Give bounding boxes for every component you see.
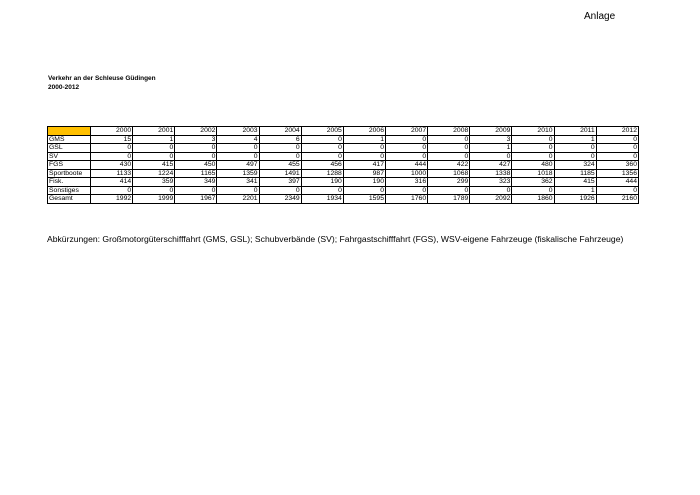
value-cell: 0 — [217, 152, 259, 161]
document-title — [48, 75, 156, 92]
abbreviations-note: Abkürzungen: Großmotorgüterschifffahrt (GMS, GSL); Schubverbände (SV); Fahrgastschifffahrt (FGS), WSV-eigene Fahrzeuge (fiskalische Fahrzeuge) — [47, 234, 624, 244]
value-cell: 0 — [133, 152, 175, 161]
value-cell: 0 — [470, 152, 512, 161]
value-cell: 2349 — [259, 195, 301, 204]
value-cell: 450 — [175, 161, 217, 170]
year-header-cell: 2004 — [259, 127, 301, 136]
value-cell: 349 — [175, 178, 217, 187]
year-header-cell: 2008 — [428, 127, 470, 136]
value-cell: 1 — [470, 144, 512, 153]
value-cell: 415 — [554, 178, 596, 187]
table-row — [48, 186, 639, 195]
value-cell: 0 — [259, 152, 301, 161]
value-cell: 1 — [133, 135, 175, 144]
value-cell: 0 — [259, 186, 301, 195]
value-cell: 987 — [343, 169, 385, 178]
value-cell: 0 — [512, 152, 554, 161]
value-cell: 0 — [596, 152, 638, 161]
value-cell: 0 — [554, 152, 596, 161]
row-label: Sonstiges — [48, 186, 91, 195]
year-header-cell: 2000 — [91, 127, 133, 136]
value-cell: 414 — [91, 178, 133, 187]
table-row — [48, 144, 639, 153]
value-cell: 1967 — [175, 195, 217, 204]
value-cell: 0 — [343, 144, 385, 153]
value-cell: 1224 — [133, 169, 175, 178]
value-cell: 1338 — [470, 169, 512, 178]
value-cell: 0 — [596, 144, 638, 153]
value-cell: 417 — [343, 161, 385, 170]
value-cell: 0 — [428, 152, 470, 161]
table-header-row — [48, 127, 639, 136]
value-cell: 444 — [385, 161, 427, 170]
value-cell: 0 — [596, 135, 638, 144]
value-cell: 1992 — [91, 195, 133, 204]
value-cell: 1 — [554, 186, 596, 195]
value-cell: 1068 — [428, 169, 470, 178]
value-cell: 0 — [91, 186, 133, 195]
value-cell: 0 — [217, 186, 259, 195]
value-cell: 2201 — [217, 195, 259, 204]
value-cell: 0 — [428, 135, 470, 144]
value-cell: 455 — [259, 161, 301, 170]
value-cell: 0 — [91, 144, 133, 153]
value-cell: 1165 — [175, 169, 217, 178]
value-cell: 456 — [301, 161, 343, 170]
value-cell: 0 — [343, 186, 385, 195]
value-cell: 0 — [512, 135, 554, 144]
title-line-2: 2000-2012 — [48, 83, 80, 91]
value-cell: 190 — [343, 178, 385, 187]
table-body — [48, 135, 639, 203]
table-row — [48, 161, 639, 170]
value-cell: 0 — [428, 144, 470, 153]
value-cell: 316 — [385, 178, 427, 187]
value-cell: 415 — [133, 161, 175, 170]
table-row — [48, 135, 639, 144]
value-cell: 1185 — [554, 169, 596, 178]
value-cell: 1018 — [512, 169, 554, 178]
value-cell: 0 — [343, 152, 385, 161]
value-cell: 1356 — [596, 169, 638, 178]
value-cell: 0 — [301, 144, 343, 153]
value-cell: 0 — [91, 152, 133, 161]
value-cell: 480 — [512, 161, 554, 170]
value-cell: 4 — [217, 135, 259, 144]
table-row — [48, 152, 639, 161]
value-cell: 497 — [217, 161, 259, 170]
value-cell: 0 — [385, 152, 427, 161]
value-cell: 0 — [175, 186, 217, 195]
value-cell: 422 — [428, 161, 470, 170]
value-cell: 1760 — [385, 195, 427, 204]
value-cell: 323 — [470, 178, 512, 187]
value-cell: 0 — [217, 144, 259, 153]
value-cell: 0 — [175, 144, 217, 153]
year-header-cell: 2005 — [301, 127, 343, 136]
value-cell: 0 — [259, 144, 301, 153]
year-header-cell: 2002 — [175, 127, 217, 136]
value-cell: 190 — [301, 178, 343, 187]
row-label: Gesamt — [48, 195, 91, 204]
value-cell: 1934 — [301, 195, 343, 204]
value-cell: 1 — [343, 135, 385, 144]
row-label: GSL — [48, 144, 91, 153]
year-header-cell: 2010 — [512, 127, 554, 136]
value-cell: 0 — [133, 144, 175, 153]
value-cell: 0 — [385, 144, 427, 153]
table-row — [48, 178, 639, 187]
value-cell: 0 — [301, 135, 343, 144]
value-cell: 0 — [133, 186, 175, 195]
value-cell: 0 — [512, 186, 554, 195]
value-cell: 324 — [554, 161, 596, 170]
value-cell: 1359 — [217, 169, 259, 178]
year-header-cell: 2011 — [554, 127, 596, 136]
value-cell: 2092 — [470, 195, 512, 204]
table-row — [48, 195, 639, 204]
table-row — [48, 169, 639, 178]
value-cell: 0 — [301, 152, 343, 161]
year-header-cell: 2007 — [385, 127, 427, 136]
year-header-cell: 2001 — [133, 127, 175, 136]
row-label: FGS — [48, 161, 91, 170]
row-label: SV — [48, 152, 91, 161]
value-cell: 359 — [133, 178, 175, 187]
value-cell: 3 — [175, 135, 217, 144]
row-label: Sportboote — [48, 169, 91, 178]
value-cell: 299 — [428, 178, 470, 187]
value-cell: 427 — [470, 161, 512, 170]
value-cell: 430 — [91, 161, 133, 170]
value-cell: 1000 — [385, 169, 427, 178]
value-cell: 0 — [301, 186, 343, 195]
value-cell: 1789 — [428, 195, 470, 204]
value-cell: 1860 — [512, 195, 554, 204]
anlage-label: Anlage — [584, 11, 616, 22]
value-cell: 0 — [428, 186, 470, 195]
value-cell: 0 — [385, 186, 427, 195]
row-label: GMS — [48, 135, 91, 144]
value-cell: 1491 — [259, 169, 301, 178]
value-cell: 3 — [470, 135, 512, 144]
title-line-1: Verkehr an der Schleuse Güdingen — [48, 75, 156, 82]
value-cell: 0 — [385, 135, 427, 144]
year-header-cell: 2003 — [217, 127, 259, 136]
value-cell: 6 — [259, 135, 301, 144]
value-cell: 0 — [470, 186, 512, 195]
value-cell: 1595 — [343, 195, 385, 204]
row-label: Fisk. — [48, 178, 91, 187]
value-cell: 1926 — [554, 195, 596, 204]
value-cell: 0 — [596, 186, 638, 195]
value-cell: 341 — [217, 178, 259, 187]
value-cell: 1 — [554, 135, 596, 144]
value-cell: 0 — [175, 152, 217, 161]
year-header-cell: 2009 — [470, 127, 512, 136]
value-cell: 0 — [554, 144, 596, 153]
value-cell: 1133 — [91, 169, 133, 178]
value-cell: 0 — [512, 144, 554, 153]
value-cell: 2160 — [596, 195, 638, 204]
value-cell: 15 — [91, 135, 133, 144]
year-header-cell: 2012 — [596, 127, 638, 136]
value-cell: 1999 — [133, 195, 175, 204]
value-cell: 397 — [259, 178, 301, 187]
value-cell: 444 — [596, 178, 638, 187]
header-corner-cell — [48, 127, 91, 136]
value-cell: 362 — [512, 178, 554, 187]
value-cell: 1288 — [301, 169, 343, 178]
value-cell: 360 — [596, 161, 638, 170]
year-header-cell: 2006 — [343, 127, 385, 136]
traffic-table — [47, 126, 639, 204]
